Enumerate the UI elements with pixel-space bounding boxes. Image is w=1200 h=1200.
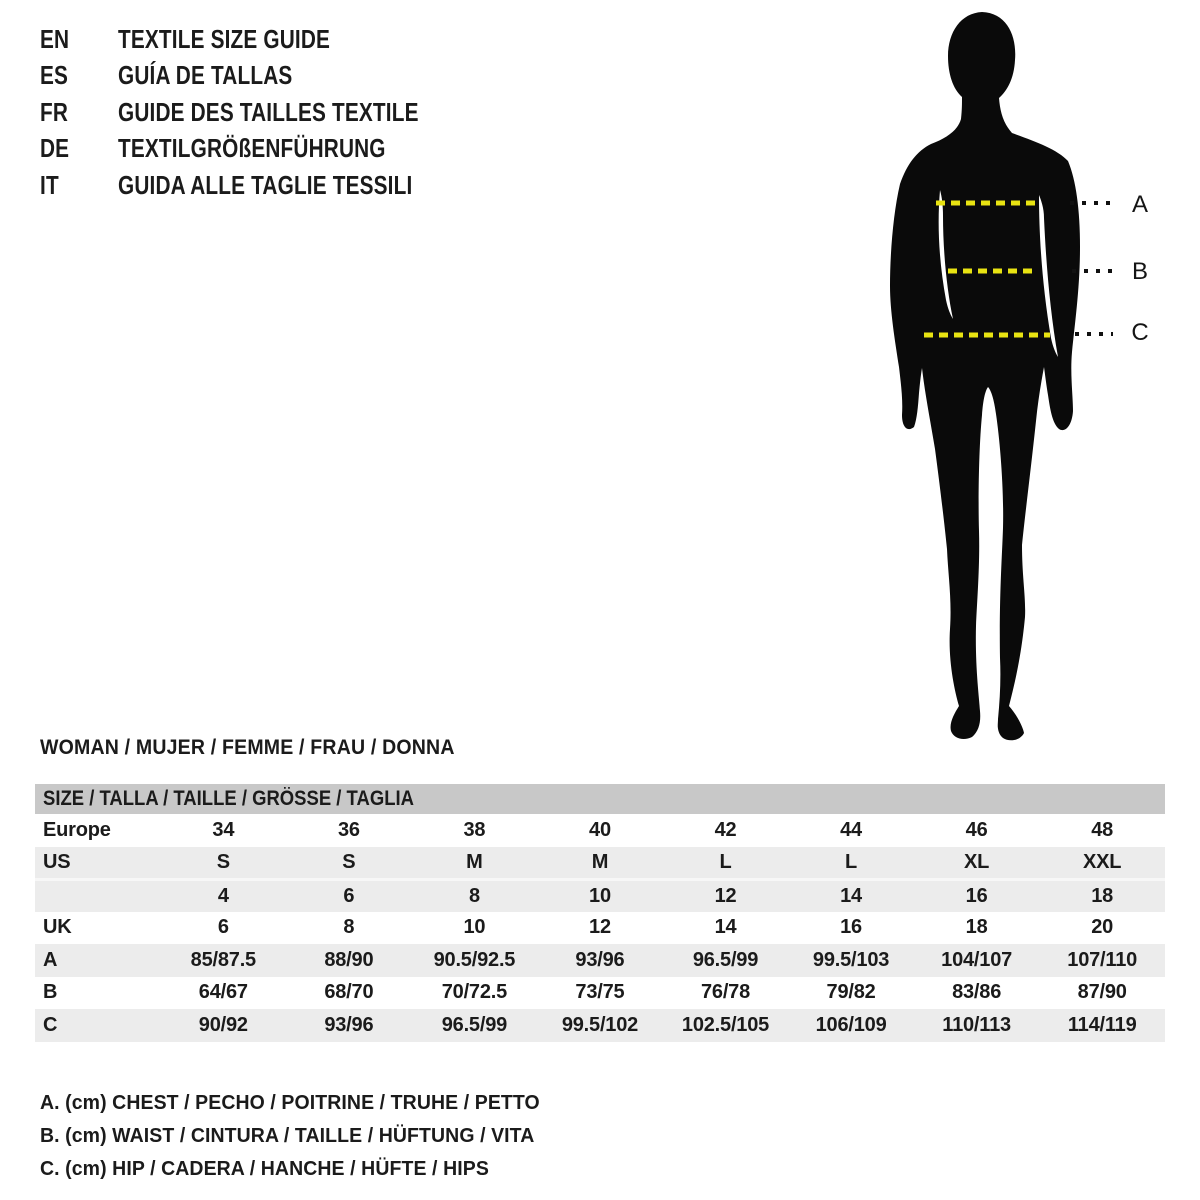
cell: 46 [965,818,988,841]
cell: M [537,847,663,880]
language-row-de [40,131,494,168]
cell: 87/90 [1077,981,1127,1004]
table-row-us [35,847,1165,880]
row-label: Europe [43,818,111,841]
cell: 16 [914,879,1040,912]
row-label: US [35,847,161,880]
legend-hip: C. (cm) HIP / CADERA / HANCHE / HÜFTE / HIPS [40,1157,489,1180]
cell: 34 [212,818,235,841]
cell: 76/78 [700,981,751,1004]
cell: S [161,847,287,880]
page-title: TEXTILE SIZE GUIDE [118,23,331,54]
size-table-header-row [35,784,1165,814]
page-title-it: GUIDA ALLE TAGLIE TESSILI [118,169,413,200]
language-code: ES [40,60,69,91]
cell: 12 [589,916,611,939]
cell: 99.5/103 [788,944,914,977]
cell: XL [914,847,1040,880]
cell: 8 [412,879,538,912]
cell: 36 [337,818,360,841]
leg-gap-line [988,392,997,736]
row-label: B [43,981,58,1004]
cell: 99.5/102 [537,1009,663,1042]
language-code: FR [40,96,69,127]
woman-silhouette [890,12,1080,740]
legend-waist: B. (cm) WAIST / CINTURA / TAILLE / HÜFTUNG / VITA [40,1124,535,1147]
cell: 93/96 [286,1009,412,1042]
cell: 107/110 [1039,944,1165,977]
cell: 6 [217,916,229,939]
size-table-header-text: SIZE / TALLA / TAILLE / GRÖSSE / TAGLIA [43,787,414,810]
cell: 10 [463,916,486,939]
cell: 114/119 [1039,1009,1165,1042]
cell: 18 [1039,879,1165,912]
cell: L [663,847,789,880]
language-row-fr [40,94,494,131]
cell: 102.5/105 [663,1009,789,1042]
cell: XXL [1039,847,1165,880]
table-row-europe [35,814,1165,847]
cell: 73/75 [575,981,625,1004]
cell: 12 [663,879,789,912]
language-row-es [40,58,494,95]
language-code: IT [40,169,59,200]
cell: 85/87.5 [161,944,287,977]
page-title-fr: GUIDE DES TAILLES TEXTILE [118,96,419,127]
cell: 18 [965,916,988,939]
cell: 96.5/99 [663,944,789,977]
cell: 8 [343,916,355,939]
cell: 40 [589,818,611,841]
section-title: WOMAN / MUJER / FEMME / FRAU / DONNA [40,736,455,759]
cell: 20 [1091,916,1114,939]
cell: 70/72.5 [441,981,508,1004]
cell: 83/86 [952,981,1002,1004]
cell: 16 [840,916,862,939]
language-code: EN [40,23,70,54]
cell: 64/67 [198,981,248,1004]
cell: 6 [286,879,412,912]
row-label: UK [43,916,72,939]
cell: 106/109 [788,1009,914,1042]
size-table-header [35,784,1165,814]
table-row-us-numeric [35,879,1165,912]
table-row-uk [35,912,1165,945]
cell: 90/92 [161,1009,287,1042]
cell: L [788,847,914,880]
table-row-chest [35,944,1165,977]
cell: 90.5/92.5 [412,944,538,977]
cell: 42 [714,818,737,841]
woman-silhouette-svg [860,0,1200,745]
cell: 104/107 [914,944,1040,977]
language-row-en [40,21,494,58]
cell: 48 [1091,818,1114,841]
cell: 38 [463,818,486,841]
row-label: C [35,1009,161,1042]
cell: 10 [537,879,663,912]
row-label: A [35,944,161,977]
cell: M [412,847,538,880]
cell: 79/82 [826,981,876,1004]
cell: S [286,847,412,880]
cell: 14 [714,916,737,939]
cell: 68/70 [324,981,374,1004]
language-title-list [40,21,494,204]
measurement-figure [860,0,1200,745]
legend-chest: A. (cm) CHEST / PECHO / POITRINE / TRUHE / PETTO [40,1091,540,1114]
cell: 14 [788,879,914,912]
measurement-legend [40,1086,566,1185]
language-row-it [40,167,494,204]
cell: 4 [161,879,287,912]
cell: 93/96 [537,944,663,977]
marker-label-waist: B [1131,258,1148,285]
table-row-hip [35,1009,1165,1042]
cell: 44 [840,818,862,841]
marker-label-chest: A [1131,191,1148,218]
size-table [35,784,1165,1042]
cell: 96.5/99 [412,1009,538,1042]
marker-label-hip: C [1131,319,1149,346]
page-title-es: GUÍA DE TALLAS [118,60,293,91]
cell: 110/113 [914,1009,1040,1042]
cell: 88/90 [286,944,412,977]
page-title-de: TEXTILGRÖßENFÜHRUNG [118,133,386,164]
language-code: DE [40,133,70,164]
table-row-waist [35,977,1165,1010]
row-label [35,879,161,912]
